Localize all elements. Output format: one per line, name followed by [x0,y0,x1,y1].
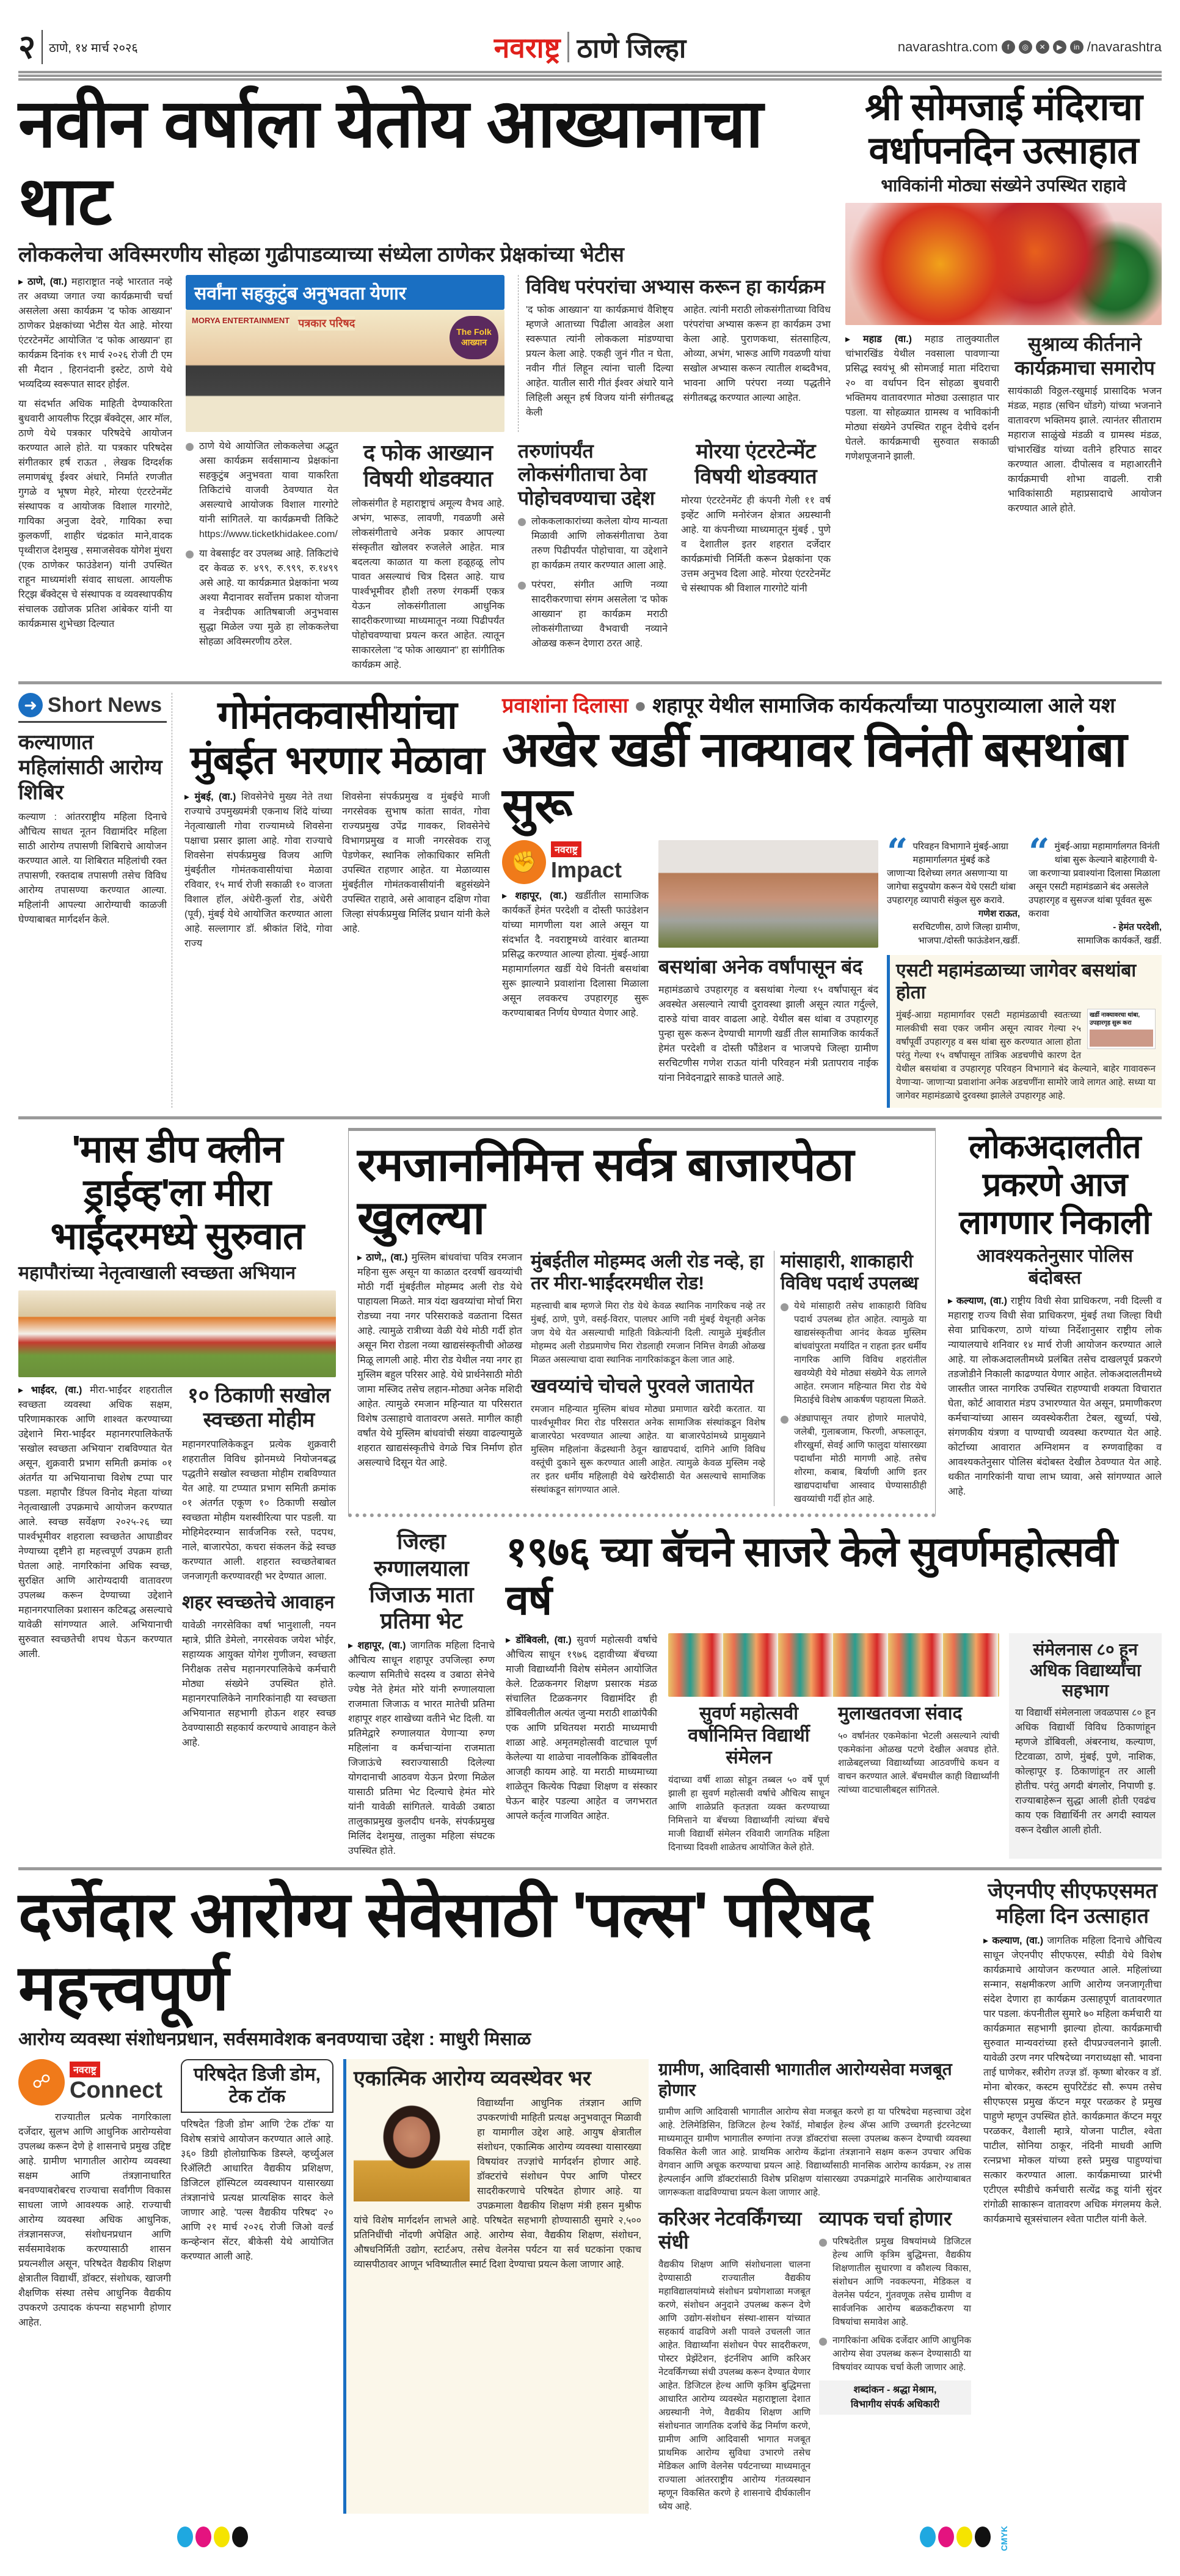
row-middle [18,1128,1162,1859]
paragraph: 'द फोक आख्यान' या कार्यक्रमाचं वैशिष्ट्य म्हणजे आताच्या पिढीला आवडेल अशा स्वरूपात त्यांनी लोककला मांडण्याचा प्रयत्न केला आहे. एकही जुनं गीत न घेता, नवीन गीतं लिहून त्यांना चाली दिल्या आहेत. यातील सारी गीतं ईश्वर अंधारे याने लिहिली असून हर्ष विजय यांनी संगीतबद्ध केली [526,305,674,419]
pulse-headline: दर्जेदार आरोग्य सेवेसाठी 'पल्स' परिषद महत्त्वपूर्ण [18,1879,872,2024]
mira-subhead: महापौरांच्या नेतृत्वाखाली स्वच्छता अभियान [18,1262,296,1283]
box-title: सुश्राव्य कीर्तनाने कार्यक्रमाचा समारोप [1014,333,1155,379]
paragraph: लोकसंगीत हे महाराष्ट्राचं अमूल्य वैभव आहे. अभंग, भारूड, लावणी, गवळणी असे लोकसंगीताचे अनेक प्रकार आपल्या संस्कृतीत खोलवर रुजलेले आहेत. मात्र बदलत्या काळात या कला हळूहळू लोप पावत असल्याचं चित्र दिसत आहे. याच पार्श्वभूमीवर हौशी तरुण रंगकर्मी एकत्र येऊन लोकसंगीताला आधुनिक सादरीकरणाच्या माध्यमातून नव्या पिढीपर्यंत पोहोचवण्याचा प्रयत्न करत आहेत. त्यातून साकारलेला "द फोक आख्यान" हा सांगीतिक कार्यक्रम आहे. [352,499,504,671]
x-icon[interactable]: ✕ [1036,40,1049,54]
paragraph: मुंबई-आग्रा महामार्गावर एसटी महामंडळाची स्वतःच्या मालकीची सवा एकर जमीन असून त्यावर गेल्या २५ वर्षांपूर्वी उपहारगृह व बस थांबा सुरु करण्यात आला होता परंतु गेल्या १५ वर्षांपासून तांत्रिक अडचणीचे कारण देत येथील बसथांबा व उपहारगृह परिवहन विभागाने बंद केल्याने, बाहेर गावावरून येणाऱ्या- जाणाऱ्या प्रवाशांना अनेक अडचणींना सामोरे जावे लागत आहे. सध्या या जागेवर महामंडळाचे दुरवस्था झालेले उपहारगृह आहे. [896,1009,1156,1101]
box-title: करिअर नेटवर्किंगच्या संधी [658,2207,802,2253]
box-title: बसथांबा अनेक वर्षांपासून बंद [658,955,863,978]
cmyk-label: CMYK [999,2526,1009,2552]
paragraph: विद्यार्थ्यांना आधुनिक तंत्रज्ञान आणि उपकरणांची माहिती प्रत्यक्ष अनुभवातून मिळावी हा यामागील उद्देश आहे. आयुष क्षेत्रातील संशोधन, एकात्मिक आरोग्य व्यवस्था यासारख्या विषयांवर तज्ज्ञांचे मार्गदर्शन होणार आहे. डॉक्टरांचे संशोधन पेपर आणि पोस्टर सादरीकरणाचे परिषदेत होणार आहे. या उपक्रमाला वैद्यकीय शिक्षण मंत्री हसन मुश्रीफ यांचे विशेष मार्गदर्शन लाभले आहे. परिषदेत सहभागी होण्यासाठी सुमारे २,५०० प्रतिनिधींची नोंदणी अपेक्षित आहे. आरोग्य सेवा, वैद्यकीय शिक्षण, संशोधन, औषधनिर्मिती उद्योग, स्टार्टअप, तसेच वेलनेस पर्यटन या सर्व घटकांना एकाच व्यासपीठावर आणून भविष्यातील स्मार्ट दिशा देण्याचा प्रयत्न केला जाणार आहे. [354,2098,641,2270]
bullet: या वेबसाईट वर उपलब्ध आहे. तिकिटांचे दर केवळ रु. ४९९, रु.९९९, रु.१४९९ असे आहे. या कार्यक्रमात प्रेक्षकांना भव्य अश्या मैदानावर सर्वोत्तम प्रकाश योजना व नेत्रदीपक आतिषबाजी अनुभवास सुद्धा मिळेल ज्या मुळे हा लोककलेचा सोहळा अविस्मरणीय ठरेल. [186,547,338,649]
jnpa-headline: जेएनपीए सीएफएसमत महिला दिन उत्साहात [988,1879,1157,1928]
paragraph: वैद्यकीय शिक्षण आणि संशोधनाला चालना देण्यासाठी राज्यातील वैद्यकीय महाविद्यालयांमध्ये संशोधन प्रयोगशाळा मजबूत करणे, संशोधन अनुदाने उपलब्ध करून देणे आणि उद्योग-संशोधन संस्था-शासन यांच्यात सहकार्य वाढविणे अशी पावले उचलली जात आहेत. विद्यार्थ्यांना संशोधन पेपर सादरीकरण, पोस्टर प्रेझेंटेशन, इंटर्नशिप आणि करिअर नेटवर्किंगच्या संधी उपलब्ध करून देण्यात येणार आहेत. डिजिटल हेल्थ आणि कृत्रिम बुद्धिमत्ता आधारित आरोग्य व्यवस्थेत महाराष्ट्राला देशात अग्रस्थानी नेणे, वैद्यकीय शिक्षण आणि संशोधनात जागतिक दर्जाचे केंद्र निर्माण करणे, ग्रामीण आणि आदिवासी भागात मजबूत प्राथमिक आरोग्य सुविधा उभारणे तसेच मेडिकल आणि वेलनेस पर्यटनाच्या माध्यमातून राज्याला आंतरराष्ट्रीय आरोग्य गंतव्यस्थान म्हणून विकसित करणे हे शासनाचे दीर्घकालीन ध्येय आहे. [658,2259,810,2512]
mira-body: ▸ भाईंदर, (वा.) मीरा-भाईंदर शहरातील स्वच्छता व्यवस्था अधिक सक्षम, परिणामकारक आणि शाश्वत करण्याच्या उद्देशाने मिरा-भाईंदर महानगरपालिकेतर्फे 'सखोल स्वच्छता अभियान' राबविण्यात येत असून, शुक्रवारी प्रभाग समिती क्रमांक ०१ अंतर्गत या अभियानाचा विशेष टप्पा पार पडला. महापौर डिंपल विनोद मेहता यांच्या नेतृत्वाखाली उपक्रमाचे आयोजन करण्यात आले. स्वच्छ सर्वेक्षण २०२५-२६ च्या पार्श्वभूमीवर शहराला स्वच्छतेत आघाडीवर नेण्याच्या दृष्टीने हा महत्त्वपूर्ण उपक्रम हाती घेतला आहे. नागरिकांना अधिक स्वच्छ, सुरक्षित आणि आरोग्यदायी वातावरण उपलब्ध करून देण्याच्या उद्देशाने महानगरपालिका प्रशासन कटिबद्ध असल्याचे यावेळी सांगण्यात आले. अभियानाची सुरुवात स्वच्छतेची शपथ घेऊन करण्यात आली. [18,1385,172,1659]
mira-headline: 'मास डीप क्लीन ड्राईव्ह'ला मीरा भाईंदरमध्ये सुरुवात [50,1128,304,1258]
byline-role: विभागीय संपर्क अधिकारी [850,2399,940,2410]
banner: सर्वांना सहकुटुंब अनुभवता येणार [186,275,504,310]
impact-logo: ✊ नवराष्ट्र Impact [502,840,649,884]
paragraph: महत्त्वाची बाब म्हणजे मिरा रोड येथे केवळ स्थानिक नागरिकच नव्हे तर मुंबई, ठाणे, पुणे, वसई-विरार, पालघर आणि नवी मुंबई येथूनही अनेक जण येथे येत असल्याची माहिती विक्रेत्यांनी दिली. त्यामुळे मुंबईतील मोहम्मद अली रोडप्रमाणेच मिरा रोडलाही रमजान निमित्त वेगळी ओळख मिळत असल्याचा दावा स्थानिक नागरिकांकडून केला जात आहे. [531,1301,765,1366]
paragraph: महामंडळाचे उपहारगृह व बसथांबा गेल्या १५ वर्षांपासून बंद अवस्थेत असल्याने त्याची दुरावस्था झाली असून त्यात गर्दुल्ले, दारुडे यांचा वावर वाढला आहे. येथील बस थांबा व उपहारगृह पुन्हा सुरू करून देण्याची मागणी खर्डी तील सामाजिक कार्यकर्ते हेमंत परदेशी व दोस्ती फौंडेशन व भाजपचे जिल्हा ग्रामीण सरचिटणीस गणेश राऊत यांनी परिवहन मंत्री प्रतापराव नाईक यांना निवेदनाद्वारे साकडे घातले आहे. [658,985,878,1084]
box-title: मुंबईतील मोहम्मद अली रोड नव्हे, हा तर मीरा-भाईंदरमधील रोड! [531,1251,764,1294]
somjai-headline: श्री सोमजाई मंदिराचा वर्धापनदिन उत्साहात [865,86,1142,172]
photo-label: पत्रकार परिषद [298,317,355,329]
jijau-headline: जिल्हा रुग्णालयाला जिजाऊ माता प्रतिमा भेट [369,1529,474,1634]
issue-date: ठाणे, १४ मार्च २०२६ [49,41,138,55]
kharadi-headline: अखेर खर्डी नाक्यावर विनंती बसथांबा सुरू [502,722,1127,833]
row-top [18,86,1162,673]
box-title: खवय्यांचे चोचले पुरवले जातायेत [531,1375,754,1397]
box-title: सुवर्ण महोत्सवी वर्षानिमित्त विद्यार्थी संमेलन [688,1703,810,1768]
short-news-header [18,693,167,723]
quote-icon: “ [1029,830,1050,874]
bullet: नागरिकांना अधिक दर्जेदार आणि आधुनिक आरोग्य सेवा उपलब्ध करून देण्यासाठी या विषयांवर व्यापक चर्चा केली जाणार आहे. [819,2334,971,2374]
alumni-group-photo [668,1633,999,1697]
paragraph: कल्याण : आंतरराष्ट्रीय महिला दिनाचे औचित्य साधत नूतन विद्यामंदिर महिला साठी आरोग्य तपासणी शिबिराचे आयोजन करण्यात आले. या शिबिरात महिलांची रक्त तपासणी, रक्तदाब तपासणी तसेच विविध आरोग्य तपासण्या करण्यात आल्या. महिलांनी आपल्या आरोग्याची काळजी घेण्याबाबत मार्गदर्शन केले. [18,811,167,925]
fist-icon: ✊ [502,840,546,884]
paragraph: ५० वर्षांनंतर एकमेकांना भेटली असल्याने त्यांची एकमेकांना ओळख पटणे देखील अवघड होते. शाळेबद्दलच्या विद्यार्थ्यांच्या आठवणींचे कथन व वाचन करण्यात आले. बॅचमधील काही विद्यार्थ्यांनी त्यांच्या वाटचालीबद्दल सांगितले. [838,1731,999,1796]
newspaper-clipping: खर्डी नाक्यावरचा थांबा, उपहारगृह सुरू करा [1087,1009,1156,1049]
press-conference-photo [186,310,504,432]
st-box [887,955,1162,1108]
masthead [18,0,1162,66]
lokadalat-story [948,1128,1162,1518]
page-number: २ [18,29,36,65]
box-title: तरुणांपर्यंत लोकसंगीताचा ठेवा पोहोचवण्याचा उद्देश [518,439,655,509]
kharadi-body: ▸ शहापूर, (वा.) खर्डीतील सामाजिक कार्यकर्ते हेमंत परदेशी व दोस्ती फाउंडेशन यांच्या मागणीला यश आले असून या संदर्भात दै. नवराष्ट्रमध्ये वारंवार बातम्या प्रसिद्ध करण्यात आल्या होत्या. मुंबई-आग्रा महामार्गालगत खर्डी येथे विनंती बसथांबा सुरू झाल्याने प्रवाशांना दिलासा मिळाला असून लवकरच उपहारगृह सुरू करण्याबाबत निर्णय घेण्यात येणार आहे. [502,890,649,1019]
section-title: विविध परंपरांचा अभ्यास करून हा कार्यक्रम [526,275,825,298]
connect-icon: ☍ [18,2059,65,2106]
bullet-list [781,1300,927,1506]
mira-story [18,1128,336,1859]
jnpa-body: ▸ कल्याण, (वा.) जागतिक महिला दिनाचे औचित्य साधून जेएनपीए सीएफएस, स्पीडी येथे विशेष कार्यक्रमाचे आयोजन करण्यात आले. महिलांच्या सन्मान, सक्षमीकरण आणि आरोग्य जनजागृतीचा संदेश देणारा हा कार्यक्रम उत्साहपूर्ण वातावरणात पार पडला. कंपनीतील सुमारे ७० महिला कर्मचारी या कार्यक्रमात सहभागी झाल्या होत्या. कार्यक्रमाची सुरुवात मान्यवरांच्या हस्ते दीपप्रज्वलनाने झाली. यावेळी उरण नगर परिषदेच्या नगराध्यक्षा सौ. भावना ताई घाणेकर, स्त्रीरोग तज्ज्ञ डॉ. कृष्णा बोरकर व डॉ. मोना बोरकर, कस्टम सुपरिटेंडंट सौ. रूपम तसेच सीएफएस प्रमुख कॅप्टन मयूर परळकर हे प्रमुख पाहुणे म्हणून उपस्थित होते. कार्यक्रमात कॅप्टन मयूर परळकर, वैशाली म्हात्रे, योजना पाटील, श्वेता पाटील, सोनिया ठाकूर, नंदिनी माधवी आणि रत्नप्रभा मोकल यांच्या हस्ते प्रमुख पाहुण्यांचा सत्कार करण्यात आला. कार्यक्रमाच्या प्रारंभी एटीएल स्पीडीचे कर्मचारी सत्येंद्र कडू यांनी सुंदर रांगोळी साकारून वातावरण अधिक मंगलमय केले. कार्यक्रमाचे सूत्रसंचालन श्वेता पाटील यांनी केले. [983,1935,1162,2225]
paragraph: महानगरपालिकेकडून प्रत्येक शुक्रवारी शहरातील विविध झोनमध्ये नियोजनबद्ध पद्धतीने सखोल स्वच्छता मोहीम राबविण्यात येत आहे. या टप्प्यात प्रभाग समिती क्रमांक ०१ अंतर्गत एकूण १० ठिकाणी सखोल स्वच्छता मोहीम यशस्वीरित्या पार पडली. या मोहिमेदरम्यान सार्वजनिक रस्ते, पदपथ, नाले, बाजारपेठा, कचरा संकलन केंद्रे स्वच्छ करण्यात आली. शहरात स्वच्छतेबाबत जनजागृती करण्यावरही भर देण्यात आला. [182,1440,336,1583]
paragraph: सायंकाळी विठ्ठल-रखुमाई प्रासादिक भजन मंडळ, महाड (सचिन धोंडगे) यांच्या भजनाने वातावरण भक्तिमय झाले. त्यानंतर सीताराम महाराज साळुंखे मंडळी व ग्रामस्थ मंडळ, चांभारखिंड यांच्या वतीने हरिपाठ सादर करण्यात आला. दीपोत्सव व महाआरतीने कार्यक्रमाची शोभा वाढली. रात्री भाविकांसाठी महाप्रसादाचे आयोजन करण्यात आले होते. [1008,386,1162,514]
jnpa-story [983,1879,1162,2514]
box-title: १० ठिकाणी सखोल स्वच्छता मोहीम [188,1383,330,1432]
batch-body: ▸ डोंबिवली, (वा.) सुवर्ण महोत्सवी वर्षाचे औचित्य साधून १९७६ दहावीच्या बॅचच्या माजी विद्यार्थ्यांनी विशेष संमेलन आयोजित केले. टिळकनगर शिक्षण प्रसारक मंडळ संचालित टिळकनगर विद्यामंदिर ही डोंबिवलीतील अत्यंत जुन्या मराठी शाळांपैकी एक आणि प्रथितयश मराठी माध्यमाची शाळा आहे. अमृतमहोत्सवी वाटचाल पूर्ण केलेल्या या शाळेचा नावलौकिक डोंबिवलीत आजही कायम आहे. या मराठी माध्यमाच्या शाळेतून कित्येक पिढ्या शिक्षण व संस्कार घेऊन बाहेर पडल्या आहेत व जगभरात आपले कर्तृत्व गाजवित आहेत. [506,1635,657,1822]
paragraph: रमजान महिन्यात मुस्लिम बांधव मोठ्या प्रमाणात खरेदी करतात. या पार्श्वभूमीवर मिरा रोड परिसरात अनेक सामाजिक संस्थांकडून विशेष बाजारपेठा भरवण्यात आल्या आहेत. या बाजारपेठांमध्ये प्रामुख्याने मुस्लिम महिलांना केंद्रस्थानी ठेवून खाद्यपदार्थ, दागिने आणि विविध वस्तूंची दुकाने सुरू करण्यात आली आहेत. त्यामुळे केवळ मुस्लिम नव्हे तर इतर धर्मीय महिलाही येथे खरेदीसाठी येत असल्याचे सामाजिक संस्थांकडून सांगण्यात आले. [531,1403,765,1495]
quote-1: “ परिवहन विभागाने मुंबई-आग्रा महामार्गालगत मुंबई कडे जाणाऱ्या दिशेच्या लगत असणाऱ्या या जागेचा सदुपयोग करून येथे एसटी थांबा उपहारगृह व्यापारी संकुल सुरु करावे. गणेश राऊत, सरचिटणीस, ठाणे जिल्हा ग्रामीण, भाजपा./दोस्ती फाऊंडेशन,खर्डी. [887,830,1020,946]
bullet: परंपरा, संगीत आणि नव्या सादरीकरणाचा संगम असलेला 'द फोक आख्यान' हा कार्यक्रम मराठी लोकसंगीताच्या वैभवाची नव्याने ओळख करून देणारा ठरत आहे. [518,578,668,651]
ramzan-body: ▸ ठाणे,, (वा.) मुस्लिम बांधवांचा पवित्र रमजान महिना सुरू असून या काळात दरवर्षी खवय्यांची मोठी गर्दी मुंबईतील मोहम्मद अली रोड येथे पाहायला मिळते. मात्र यंदा खवय्यांचा मोर्चा मिरा रोडच्या नया नगर परिसराकडे वळताना दिसत आहे. त्यामुळे रात्रीच्या वेळी येथे मोठी गर्दी होत असून मिरा रोडला नव्या खाद्यसंस्कृतीची ओळख मिळू लागली आहे. मीरा रोड येथील नया नगर हा मुस्लिम बहुल परिसर आहे. येथे प्रार्थनेसाठी मोठी जामा मस्जिद तसेच लहान-मोठ्या अनेक मशिदी आहेत. त्यामुळे रमजान महिन्यात या परिसरात विशेष उत्साहाचे वातावरण असते. मागील काही वर्षांत येथे मुस्लिम बांधवांची संख्या वाढल्यामुळे शहरात खाद्यसंस्कृतीचे वेगळे चित्र निर्माण होत असल्याचे दिसून येत आहे. [357,1253,522,1469]
paragraph: या विद्यार्थी संमेलनाला जवळपास ८० हून अधिक विद्यार्थी विविध ठिकाणांहून म्हणजे डोंबिवली, अंबरनाथ, कल्याण, टिटवाळा, ठाणे, मुंबई, पुणे, नाशिक, कोल्हापूर इ. ठिकाणांहून तर आली होतीच. परंतु अगदी बंगलोर, निपाणी इ. राज्याबाहेरून सुद्धा आली होती एवढंच काय एक विद्यार्थिनी तर अगदी स्वायल वरून देखील आली होती. [1015,1707,1156,1835]
box-title: मोरया एंटरटेन्मेंट विषयी थोडक्यात [694,439,817,488]
caption-bullets [186,439,338,673]
box-title: एसटी महामंडळाच्या जागेवर बसथांबा होता [896,960,1137,1003]
somjai-story [845,86,1162,673]
gomantak-body: ▸ मुंबई, (वा.) शिवसेनेचे मुख्य नेते तथा राज्याचे उपमुख्यमंत्री एकनाथ शिंदे यांच्या नेतृत्वाखाली गोवा राज्यामध्ये शिवसेना पक्षाचा प्रसार झाला आहे. गोवा राज्याचे शिवसेना संपर्कप्रमुख विजय आणि मुंबईतील गोमंतकवासीयांचा मेळावा रविवार, १५ मार्च रोजी सकाळी १० वाजता विशाल हॉल, अंधेरी-कुर्ला रोड, अंधेरी (पूर्व), मुंबई येथे आयोजित करण्यात आला आहे. सल्लागार डॉ. श्रीकांत शिंदे, गोवा राज्य [184,792,332,950]
bullet: येथे मांसाहारी तसेच शाकाहारी विविध पदार्थ उपलब्ध होत आहेत. त्यामुळे या खाद्यसंस्कृतीचा आनंद केवळ मुस्लिम बांधवांपुरता मर्यादित न राहता इतर धर्मीय नागरिक आणि विविध शहरांतील खवय्येही येथे मोठ्या संख्येने येऊ लागले आहेत. रमजान महिन्यात मिरा रोड येथे मिठाईचे विशेष आकर्षण पहायला मिळते. [781,1300,927,1407]
box-title: मुलाखतवजा संवाद [838,1703,963,1724]
jijau-body: ▸ शहापूर, (वा.) जागतिक महिला दिनाचे औचित्य साधून शहापूर उपजिल्हा रुग्ण कल्याण समितीचे सदस्य व उबाठा सेनेचे ज्येष्ठ नेते हेमंत मोरे यांनी रुग्णालयाला राजमाता जिजाऊ व भारत मातेची प्रतिमा शहापूर शहर शाखेच्या वतीने भेट दिली. या प्रतिमेद्वारे रुग्णालयात येणाऱ्या रुग्ण महिलांना व कर्मचाऱ्यांना राजमाता जिजाऊंचे स्वराज्यासाठी दिलेल्या योगदानाची आठवण येऊन प्रेरणा मिळेल यासाठी प्रतिमा भेट दिल्याचे हेमंत मोरे यांनी यावेळी सांगितले. यावेळी उबाठा तालुकाप्रमुख कुलदीप धनके, संपर्कप्रमुख मिलिंद देशमुख, तालुका महिला संघटक उपस्थित होते. [348,1641,495,1857]
divider [567,32,569,62]
kharadi-story [502,693,1162,1108]
header-rule [18,71,1162,81]
linkedin-icon[interactable]: in [1070,40,1083,54]
paragraph: यंदाच्या वर्षी शाळा सोडून तब्बल ५० वर्षे पूर्ण झाली हा सुवर्ण महोत्सवी वर्षाचे औचित्य साधून आणि शाळेप्रति कृतज्ञता व्यक्त करण्याच्या निमित्ताने या बॅचच्या विद्यार्थ्यांनी त्यांच्या बॅचचे माजी विद्यार्थी संमेलन रविवारी जागतिक महिला दिनाच्या दिवशी शाळेतच आयोजित केले होते. [668,1775,829,1853]
byline-box [819,2380,971,2415]
photo-label: MORYA ENTERTAINMENT [192,315,290,325]
bus-stop-photo [658,840,878,948]
jijau-story [348,1528,495,1859]
box-title: द फोक आख्यान विषयी थोडक्यात [363,439,493,491]
divider [42,30,43,64]
box-title: मांसाहारी, शाकाहारी विविध पदार्थ उपलब्ध [781,1251,919,1294]
box-title: ग्रामीण, आदिवासी भागातील आरोग्यसेवा मजबूत होणार [658,2060,952,2099]
integrated-health-box [343,2059,649,2514]
social-bar [686,39,1162,55]
somjai-body: ▸ महाड (वा.) महाड तालुक्यातील चांभारखिंड येथील नवसाला पावणाऱ्या प्रसिद्ध स्वयंभू श्री सोमजाई माता मंदिराचा २० वा वर्धापन दिन सोहळा बुधवारी भक्तिमय वातावरणात मोठ्या उत्साहात पार पडला. या सोहळ्यात ग्रामस्थ व भाविकांनी मोठ्या संख्येने उपस्थित राहून देवीचे दर्शन घेतले. कार्यक्रमाची सुरुवात सकाळी गणेशपूजनाने झाली. [845,334,999,463]
box-title: व्यापक चर्चा होणार [819,2207,952,2230]
quote-2: “ मुंबई-आग्रा महामार्गालगत विनंती थांबा सुरू केल्याने बाहेरगावी ये-जा करणाऱ्या प्रवाश्यांना दिलासा मिळाला असून एसटी महामंडळाने बंद असलेले उपहारगृह व सुसज्ज थांबा पूर्ववत सुरू करावा - हेमंत परदेशी, सामाजिक कार्यकर्ते, खर्डी. [1029,830,1162,946]
pulse-subhead: आरोग्य व्यवस्था संशोधनप्रधान, सर्वसमावेशक बनवण्याचा उद्देश : माधुरी मिसाळ [18,2029,531,2050]
ramzan-headline: रमजाननिमित्त सर्वत्र बाजारपेठा खुलल्या [357,1138,854,1245]
paragraph: परिषदेत 'डिजी डोम' आणि 'टेक टॉक' या विशेष सत्रांचे आयोजन करण्यात आले आहे. ३६० डिग्री होलोग्राफिक डिस्प्ले, व्हर्च्युअल रिॲलिटी आधारित वैद्यकीय प्रशिक्षण, डिजिटल हॉस्पिटल व्यवस्थापन यासारख्या तंत्रज्ञानांचे प्रत्यक्ष प्रात्यक्षिक सादर केले जाणार आहे. 'पल्स वैद्यकीय परिषद' २० आणि २१ मार्च २०२६ रोजी जिओ वर्ल्ड कन्व्हेन्शन सेंटर, बीकेसी येथे आयोजित करण्यात आली आहे. [181,2120,333,2263]
kicker: प्रवाशांना दिलासा ● शहापूर येथील सामाजिक कार्यकर्त्यांच्या पाठपुराव्याला आले यश [502,694,1116,718]
lead-story [18,86,831,673]
temple-photo [845,203,1162,325]
paragraph: यावेळी नगरसेविका वर्षा भानुशाली, नयन म्हात्रे, प्रीति डेमेलो, नगरसेवक जयेश भोईर, सहाय्यक आयुक्त योगेश गुणीजन, स्वच्छता निरीक्षक तसेच महानगरपालिकेचे कर्मचारी मोठ्या संख्येने उपस्थित होते. महानगरपालिकेने नागरिकांनाही या स्वच्छता अभियानात सहभागी होऊन शहर स्वच्छ ठेवण्यासाठी सहकार्य करण्याचे आवाहन केले आहे. [182,1620,336,1749]
website-link[interactable]: navarashtra.com [897,39,998,54]
section-divider [18,1116,1162,1119]
lokadalat-subhead: आवश्यकतेनुसार पोलिस बंदोबस्त [976,1245,1134,1288]
short-news [18,693,172,1108]
paragraph: या संदर्भात अधिक माहिती देण्याकरिता बुधवारी आयलीफ रिट्झ बँक्वेट्स, आर मॉल, ठाणे येथे पत्रकार परिषदेचे आयोजन करण्यात आले होते. या पत्रकार परिषदेस संगीतकार हर्ष राऊत , लेखक दिग्दर्शक लमाणबंधू ईश्वर अंधारे, निर्माते रणजीत गुगळे व भूषण मेहरे, मोरया एंटरटेनमेंट संस्थापक व आयोजक विशाल गारगोटे, गायिका अनुजा देवरे, गायिका रुचा कुलकर्णी, शाहीर चंद्रकांत माने,वादक पृथ्वीराज देशमुख , समाजसेवक योगेश मुंधरा (एक ठाणेकर फाउंडेशन) यांनी उपस्थित राहून माध्यमांशी संवाद साधला. आयलीफ रिट्झ बँक्वेट्स चे संस्थापक व व्यवस्थापकीय संचालक उद्योजक प्रतिश आंबेकर यांनी या कार्यक्रमास शुभेच्छा दिल्यात [18,398,172,629]
section-divider [18,681,1162,684]
bullet-list [518,514,668,651]
bullet: परिषदेतील प्रमुख विषयांमध्ये डिजिटल हेल्थ आणि कृत्रिम बुद्धिमत्ता, वैद्यकीय शिक्षणातील सुधारणा व कौशल्य विकास, संशोधन आणि नवकल्पना, मेडिकल व वेलनेस पर्यटन, गुंतवणूक तसेच ग्रामीण व सार्वजनिक आरोग्य बळकटीकरण या विषयांचा समावेश आहे. [819,2235,971,2329]
lead-headline: नवीन वर्षाला येतोय आख्यानाचा थाट [18,86,763,239]
connect-logo: ☍ नवराष्ट्र Connect [18,2059,171,2106]
lead-subhead: लोककलेचा अविस्मरणीय सोहळा गुढीपाडव्याच्या संध्येला ठाणेकर प्रेक्षकांच्या भेटीस [18,243,624,266]
gomantak-headline: गोमंतकवासीयांचा मुंबईत भरणार मेळावा [190,693,484,782]
lokadalat-body: ▸ कल्याण, (वा.) राष्ट्रीय विधी सेवा प्राधिकरण, नवी दिल्ली व महाराष्ट्र राज्य विधी सेवा प्राधिकरण, मुंबई तथा जिल्हा विधी सेवा प्राधिकरण, ठाणे यांच्या निर्देशानुसार राष्ट्रीय लोक न्यायालयाचे शनिवार १४ मार्च रोजी आयोजन करण्यात आले आहे. या लोकअदालतीमध्ये प्रलंबित तसेच दाखलपूर्व प्रकरणे तडजोडीने निकाली काढण्यात येणार आहेत. लोकअदालतीमध्ये जास्तीत जास्त नागरिक उपस्थित राहण्याची शक्यता विचारात घेता, कोर्ट आवारात मंडप उभारण्यात येत असून, प्रमाणीकरण कर्मचाऱ्यांच्या आसन व्यवस्थेकरीता टेबल, खुर्च्या, पंखे, संगणकीय यंत्रणा व पाण्याची व्यवस्था करण्यात येत आहे. कोर्टाच्या आवारात अग्निशमन व रुग्णवाहिका व आवश्यकतेनुसार पोलिस बंदोबस्त देखील ठेवण्यात येत आहे. थकीत नागरिकांनी याचा लाभ घ्यावा, असे सांगण्यात आले आहे. [948,1295,1162,1497]
row-second [18,693,1162,1108]
pulse-body: राज्यातील प्रत्येक नागरिकाला दर्जेदार, सुलभ आणि आधुनिक आरोग्यसेवा उपलब्ध करून देणे हे शासनाचे प्रमुख उद्दिष्ट आहे. ग्रामीण भागातील आरोग्य व्यवस्था सक्षम आणि तंत्रज्ञानाधारित बनवण्याबरोबरच राज्याचा सर्वांगीण विकास साधला जाणे आवश्यक आहे. राज्याची आरोग्य व्यवस्था अधिक आधुनिक, तंत्रज्ञानसज्ज, संशोधनप्रधान आणि सर्वसमावेशक करण्यासाठी शासन प्रयत्नशील असून, परिषदेत वैद्यकीय शिक्षण क्षेत्रातील विद्यार्थी, डॉक्टर, संशोधक, खाजगी शैक्षणिक संस्था तसेच आधुनिक वैद्यकीय उपकरणे उत्पादक कंपन्या सहभागी होणार आहेत. [18,2112,171,2329]
youtube-icon[interactable]: ▶ [1053,40,1066,54]
label: Short News [48,693,162,717]
photo-label: The Folk आख्यान [450,316,498,359]
lokadalat-headline: लोकअदालतीत प्रकरणे आज लागणार निकाली [959,1128,1151,1241]
bullet-list [819,2235,971,2374]
pulse-story [18,1879,971,2514]
dateline: ठाणे, (वा.) [27,276,67,287]
cleanliness-drive-photo [18,1290,336,1377]
ramzan-box [348,1128,936,1518]
box-title: परिषदेत डिजी डोम, टेक टॉक [193,2065,321,2107]
bullet: लोककलाकारांच्या कलेला योग्य मान्यता मिळावी आणि लोकसंगीताचा ठेवा तरुण पिढीपर्यंत पोहोचावा, या उद्देशाने हा कार्यक्रम तयार करण्यात आला आहे. [518,514,668,573]
gomantak-story [184,693,490,1108]
paragraph: मोरया एंटरटेनमेंट ही कंपनी गेली ११ वर्ष इव्हेंट आणि मनोरंजन क्षेत्रात अग्रस्थानी आहे. या कंपनीच्या माध्यमातून मुंबई , पुणे व देशातील इतर शहरात दर्जेदार कार्यक्रमांची निर्मिती करून प्रेक्षकांना एक उत्तम अनुभव दिला आहे. मोरया एंटरटेनमेंट चे संस्थापक श्री विशाल गारगोटे यांनी [681,496,831,595]
masthead-logo [494,28,686,66]
paragraph: महाराष्ट्रात नव्हे भारतात नव्हे तर अवघ्या जगात ज्या कार्यक्रमाची चर्चा असलेला असा कार्यक्रम 'द फोक आख्यान' ठाणेकर प्रेक्षकांच्या भेटीस येत आहे. मोरया एंटरटेनमेंट आयोजित 'द फोक आख्यान' हा कार्यक्रम दिनांक १९ मार्च २०२६ रोजी टी एम सी मैदान , हिरानंदानी इस्टेट, ठाणे येथे भव्यदिव्य स्वरूपात सादर होईल. [18,276,172,390]
registration-dots-left [177,2527,250,2550]
arrow-icon: ➜ [18,693,43,717]
instagram-icon[interactable]: ◎ [1019,40,1032,54]
somjai-subhead: भाविकांनी मोठ्या संख्येने उपस्थित राहावे [881,175,1126,195]
minister-photo [354,2098,470,2201]
section-divider [18,1867,1162,1870]
byline: शब्दांकन - श्रद्धा मेश्राम, [853,2384,937,2395]
paragraph: ग्रामीण आणि आदिवासी भागातील आरोग्य सेवा मजबूत करणे हा या परिषदेचा महत्त्वाचा उद्देश आहे. टेलिमेडिसिन, डिजिटल हेल्थ रेकॉर्ड, मोबाईल हेल्थ ॲप्स आणि उच्चगती इंटरनेटच्या माध्यमातून ग्रामीण भागातील रुग्णांना तज्ज्ञ डॉक्टरांचा सल्ला उपलब्ध करून देण्याची व्यवस्था विकसित केली जात आहे. प्राथमिक आरोग्य केंद्रांना तंत्रज्ञानाने सक्षम करून उपचार अधिक वेगवान आणि अचूक करण्याचा प्रयत्न आहे. विद्यार्थ्यांसाठी मानसिक आरोग्य कार्यक्रम, २४ तास हेल्पलाईन आणि डॉक्टरांसाठी विशेष प्रशिक्षण यांसारख्या उपक्रमांद्वारे मानसिक आरोग्याबाबत जागरूकता वाढविण्याचा प्रयत्न केला जाणार आहे. [658,2106,971,2198]
batch-headline: १९७६ च्या बॅचने साजरे केले सुवर्णमहोत्सवी वर्ष [506,1529,1117,1623]
paragraph: शिवसेना संपर्कप्रमुख व मुंबईचे माजी नगरसेवक सुभाष कांता सावंत, गोवा राज्यप्रमुख उपेंद्र गावकर, शिवसेनेचे विभागप्रमुख व माजी नगरसेवक राजू पेडणेकर, स्थानिक लोकाधिकार समिती उपस्थित राहणार आहेत. या मेळाव्यास मुंबईतील गोमंतकवासीयांनी बहुसंख्येने उपस्थित राहावे, असे आवाहन दक्षिण गोवा जिल्हा संपर्कप्रमुख मिलिंद प्रधान यांनी केले आहे. [342,792,490,935]
quote-icon: “ [887,830,908,874]
short-news-headline: कल्याणात महिलांसाठी आरोग्य शिबिर [18,731,162,804]
lead-body: ▸ ठाणे, (वा.) महाराष्ट्रात नव्हे भारतात नव्हे तर अवघ्या जगात ज्या कार्यक्रमाची चर्चा असलेला असा कार्यक्रम 'द फोक आख्यान' ठाणेकर प्रेक्षकांच्या भेटीस येत आहे. मोरया एंटरटेनमेंट आयोजित 'द फोक आख्यान' हा कार्यक्रम दिनांक १९ मार्च २०२६ रोजी टी एम सी मैदान , हिरानंदानी इस्टेट, ठाणे येथे भव्यदिव्य स्वरूपात सादर होईल. या संदर्भात अधिक माहिती देण्याकरिता बुधवारी आयलीफ रिट्झ बँक्वेट्स, आर मॉल, ठाणे येथे पत्रकार परिषदेचे आयोजन करण्यात आले होते. या पत्रकार परिषदेस संगीतकार हर्ष राऊत , लेखक दिग्दर्शक लमाणबंधू ईश्वर अंधारे, निर्माते रणजीत गुगळे व भूषण मेहरे, मोरया एंटरटेनमेंट संस्थापक व आयोजक विशाल गारगोटे, गायिका अनुजा देवरे, गायिका रुचा कुलकर्णी, शाहीर चंद्रकांत माने,वादक पृथ्वीराज देशमुख , समाजसेवक योगेश मुंधरा (एक ठाणेकर फाउंडेशन) यांनी उपस्थित राहून माध्यमांशी संवाद साधला. आयलीफ रिट्झ बँक्वेट्स चे संस्थापक व व्यवस्थापकीय संचालक उद्योजक प्रतिश आंबेकर यांनी या कार्यक्रमास शुभेच्छा दिल्यात [18,275,172,673]
section-title: ठाणे जिल्हा [577,34,687,64]
paragraph: आहेत. त्यांनी मराठी लोकसंगीताच्या विविध परंपरांचा अभ्यास करून हा कार्यक्रम उभा केला आहे. पुराणकथा, संतसाहित्य, ओव्या, अभंग, भारूड आणि गवळणी यांचा सखोल अभ्यास करून त्यातील शब्दवैभव, भावना आणि परंपरा नव्या पद्धतीने संगीतबद्ध करण्यात आल्या आहेत. [683,305,831,404]
row-bottom [18,1879,1162,2514]
box-title: शहर स्वच्छतेचे आवाहन [182,1592,335,1613]
bullet: अंड्यापासून तयार होणारे मालपोये, जलेबी, गुलाबजाम, फिरणी, अफलातून, शीरखुर्मा, सेवई आणि फालुदा यांसारख्या पदार्थांना मोठी मागणी आहे. तसेच शोरमा, कबाब, बिर्याणी आणि इतर खाद्यपदार्थांचा आस्वाद घेण्यासाठीही खवय्यांची गर्दी होत आहे. [781,1412,927,1506]
social-handle: /navarashtra [1087,39,1162,54]
print-marks [18,2526,1162,2551]
registration-dots-right [920,2527,993,2550]
digi-dome-box [181,2059,333,2113]
participation-box [1009,1633,1162,1859]
logo-text: नवराष्ट्र [493,32,561,64]
box-title: एकात्मिक आरोग्य व्यवस्थेवर भर [354,2067,591,2091]
bullet: ठाणे येथे आयोजित लोककलेचा अद्भुत असा कार्यक्रम सर्वसामान्य प्रेक्षकांना सहकुटुंब अनुभवता यावा याकरिता तिकिटांचे वाजवी ठेवण्यात येत असल्याचे आयोजक विशाल गारगोटे यांनी सांगितले. या कार्यक्रमची तिकिटे https://www.ticketkhidakee.com/ [186,439,338,542]
facebook-icon[interactable]: f [1002,40,1015,54]
box-title: संमेलनास ८० हून अधिक विद्यार्थ्यांचा सहभाग [1029,1640,1142,1700]
